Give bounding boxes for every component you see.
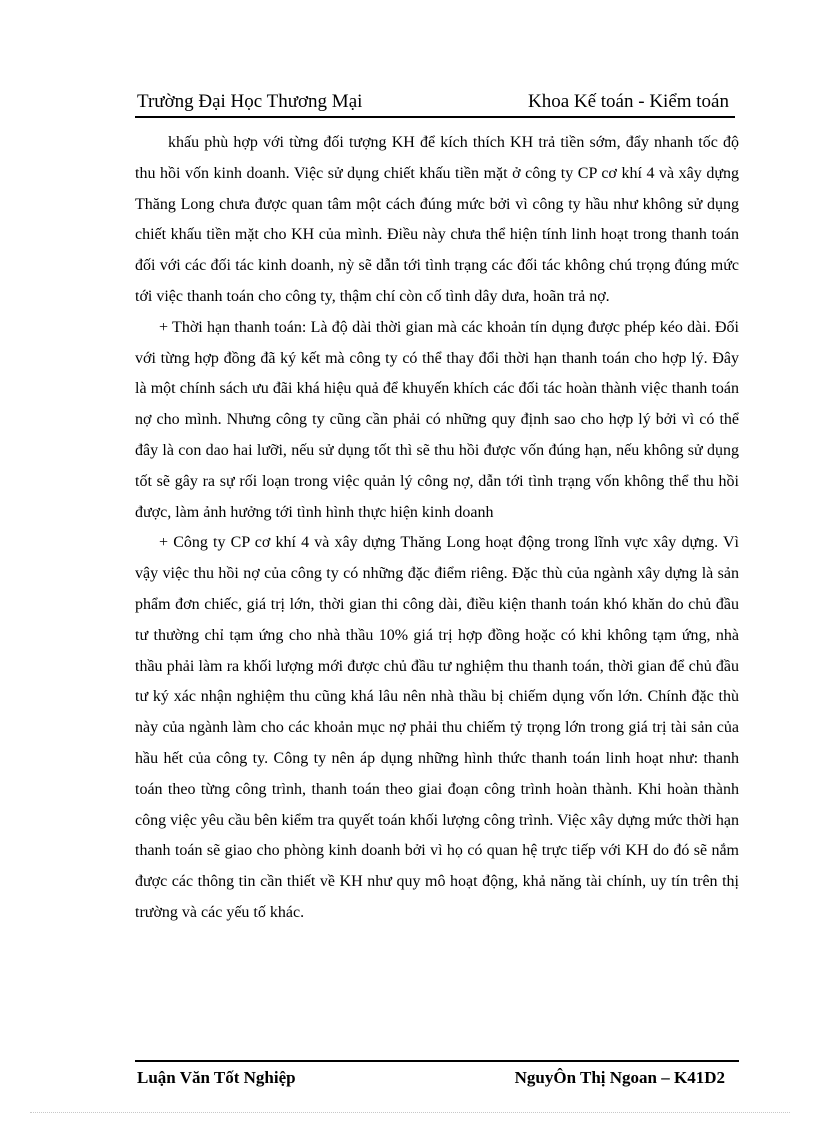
paragraph: khấu phù hợp với từng đối tượng KH để kích thích KH trả tiền sớm, đẩy nhanh tốc độ thu hồi vốn kinh doanh. Việc sử dụng chiết khấu tiền mặt ở công ty CP cơ khí 4 và xây dựng Thăng Long chưa được quan tâm một cách đúng mức bởi vì công ty hầu như không sử dụng chiết khấu tiền mặt cho KH của mình. Điều này chưa thể hiện tính linh hoạt trong thanh toán đối với các đối tác kinh doanh, nỳ sẽ dẫn tới tình trạng các đối tác không chú trọng đúng mức tới việc thanh toán cho công ty, thậm chí còn cố tình dây dưa, hoãn trả nợ.: [135, 134, 739, 305]
footer-author: NguyÔn Thị Ngoan – K41D2: [514, 1068, 725, 1087]
page-header: [135, 90, 735, 118]
paragraph: + Công ty CP cơ khí 4 và xây dựng Thăng Long hoạt động trong lĩnh vực xây dựng. Vì vậy việc thu hồi nợ của công ty có những đặc điểm riêng. Đặc thù của ngành xây dựng là sản phẩm đơn chiếc, giá trị lớn, thời gian thi công dài, điều kiện thanh toán khó khăn do chủ đầu tư thường chỉ tạm ứng cho nhà thầu 10% giá trị hợp đồng hoặc có khi không tạm ứng, nhà thầu phải làm ra khối lượng mới được chủ đầu tư nghiệm thu thanh toán, thời gian để chủ đầu tư ký xác nhận nghiệm thu cũng khá lâu nên nhà thầu bị chiếm dụng vốn lớn. Chính đặc thù này của ngành làm cho các khoản mục nợ phải thu chiếm tỷ trọng lớn trong giá trị tài sản của hầu hết của công ty. Công ty nên áp dụng những hình thức thanh toán linh hoạt như: thanh toán theo từng công trình, thanh toán theo giai đoạn công trình hoàn thành. Khi hoàn thành công việc yêu cầu bên kiểm tra quyết toán khối lượng công trình. Việc xây dựng mức thời hạn thanh toán sẽ giao cho phòng kinh doanh bởi vì họ có quan hệ trực tiếp với KH do đó sẽ nắm được các thông tin cần thiết về KH như quy mô hoạt động, khả năng tài chính, uy tín trên thị trường và các yếu tố khác.: [135, 534, 739, 921]
body-text: [135, 128, 739, 929]
header-faculty: Khoa Kế toán - Kiểm toán: [527, 91, 729, 112]
footer-thesis-label: Luận Văn Tốt Nghiệp: [137, 1068, 296, 1087]
page-footer: [135, 1067, 739, 1089]
paragraph: + Thời hạn thanh toán: Là độ dài thời gian mà các khoản tín dụng được phép kéo dài. Đối với từng hợp đồng đã ký kết mà công ty có thể thay đổi thời hạn thanh toán cho hợp lý. Đây là một chính sách ưu đãi khá hiệu quả để khuyến khích các đối tác hoàn thành việc thanh toán nợ cho mình. Nhưng công ty cũng cần phải có những quy định sao cho hợp lý bởi vì có thể đây là con dao hai lưỡi, nếu sử dụng tốt thì sẽ thu hồi được vốn đúng hạn, nếu không sử dụng tốt sẽ gây ra sự rối loạn trong việc quản lý công nợ, dẫn tới tình trạng vốn không thể thu hồi được, làm ảnh hưởng tới tình hình thực hiện kinh doanh: [135, 318, 739, 521]
footer-divider: [135, 1060, 739, 1062]
header-university: Trường Đại Học Thương Mại: [137, 91, 363, 112]
page-bottom-edge: [30, 1112, 790, 1113]
